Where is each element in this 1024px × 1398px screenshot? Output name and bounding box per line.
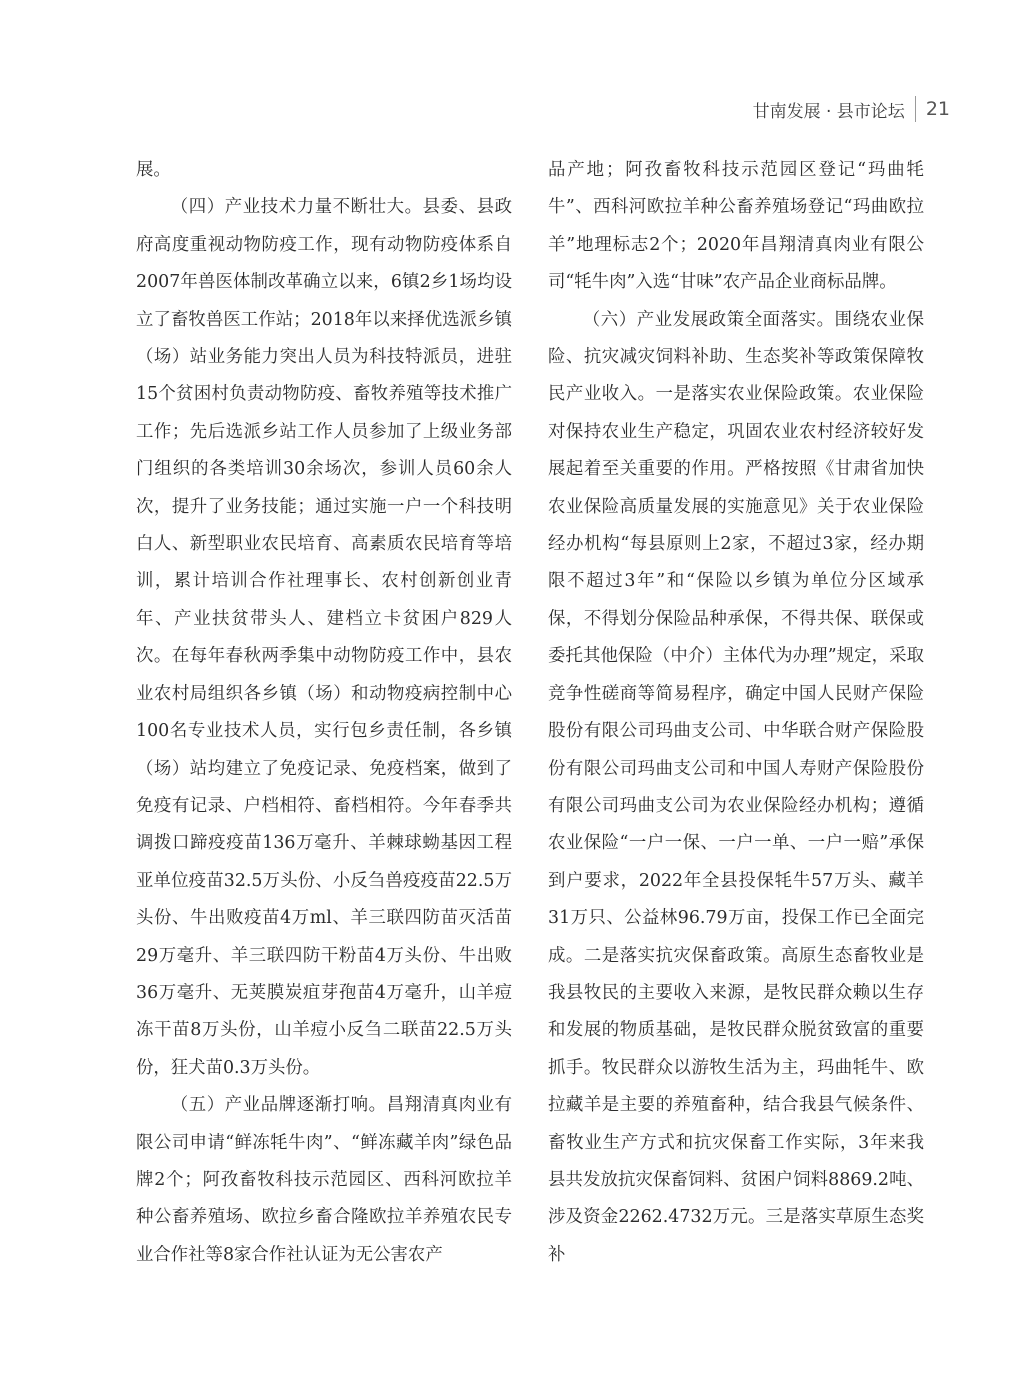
paragraph: 品产地；阿孜畜牧科技示范园区登记“玛曲牦牛”、西科河欧拉羊种公畜养殖场登记“玛曲欧拉羊”地理标志2个；2020年昌翔清真肉业有限公司“牦牛肉”入选“甘味”农产品企业商标品牌。	[548, 160, 924, 293]
paragraph: （六）产业发展政策全面落实。围绕农业保险、抗灾减灾饲料补助、生态奖补等政策保障牧民产业收入。一是落实农业保险政策。农业保险对保持农业生产稳定，巩固农业农村经济较好发展起着至关重要的作用。严格按照《甘肃省加快农业保险高质量发展的实施意见》关于农业保险经办机构“每县原则上2家，不超过3家，经办期限不超过3年”和“保险以乡镇为单位分区域承保，不得划分保险品种承保，不得共保、联保或委托其他保险（中介）主体代为办理”规定，采取竞争性磋商等简易程序，确定中国人民财产保险股份有限公司玛曲支公司、中华联合财产保险股份有限公司玛曲支公司和中国人寿财产保险股份有限公司玛曲支公司为农业保险经办机构；遵循农业保险“一户一保、一户一单、一户一赔”承保到户要求，2022年全县投保牦牛57万头、藏羊31万只、公益林96.79万亩，投保工作已全面完成。二是落实抗灾保畜政策。高原生态畜牧业是我县牧民的主要收入来源，是牧民群众赖以生存和发展的物质基础，是牧民群众脱贫致富的重要抓手。牧民群众以游牧生活为主，玛曲牦牛、欧拉藏羊是主要的养殖畜种，结合我县气候条件、畜牧业生产方式和抗灾保畜工作实际，3年来我县共发放抗灾保畜饲料、贫困户饲料8869.2吨、涉及资金2262.4732万元。三是落实草原生态奖补	[548, 309, 924, 1265]
header-divider	[915, 96, 916, 122]
paragraph: 展。	[136, 160, 171, 180]
journal-title: 甘南发展 · 县市论坛	[752, 101, 905, 122]
page-number: 21	[925, 98, 950, 120]
paragraph: （五）产业品牌逐渐打响。昌翔清真肉业有限公司申请“鲜冻牦牛肉”、“鲜冻藏羊肉”绿色品牌2个；阿孜畜牧科技示范园区、西科河欧拉羊种公畜养殖场、欧拉乡畜合隆欧拉羊养殖农民专业合作社等8家合作社认证为无公害农产	[136, 1095, 512, 1265]
paragraph: （四）产业技术力量不断壮大。县委、县政府高度重视动物防疫工作，现有动物防疫体系自2007年兽医体制改革确立以来，6镇2乡1场均设立了畜牧兽医工作站；2018年以来择优选派乡镇（场）站业务能力突出人员为科技特派员，进驻15个贫困村负责动物防疫、畜牧养殖等技术推广工作；先后选派乡站工作人员参加了上级业务部门组织的各类培训30余场次，参训人员60余人次，提升了业务技能；通过实施一户一个科技明白人、新型职业农民培育、高素质农民培育等培训，累计培训合作社理事长、农村创新创业青年、产业扶贫带头人、建档立卡贫困户829人次。在每年春秋两季集中动物防疫工作中，县农业农村局组织各乡镇（场）和动物疫病控制中心100名专业技术人员，实行包乡责任制，各乡镇（场）站均建立了免疫记录、免疫档案，做到了免疫有记录、户档相符、畜档相符。今年春季共调拨口蹄疫疫苗136万毫升、羊棘球蚴基因工程亚单位疫苗32.5万头份、小反刍兽疫疫苗22.5万头份、牛出败疫苗4万ml、羊三联四防苗灭活苗29万毫升、羊三联四防干粉苗4万头份、牛出败36万毫升、无荚膜炭疽芽孢苗4万毫升，山羊痘冻干苗8万头份，山羊痘小反刍二联苗22.5万头份，狂犬苗0.3万头份。	[136, 197, 512, 1078]
running-header	[753, 96, 950, 122]
right-column	[548, 152, 924, 1274]
left-column	[136, 152, 512, 1274]
